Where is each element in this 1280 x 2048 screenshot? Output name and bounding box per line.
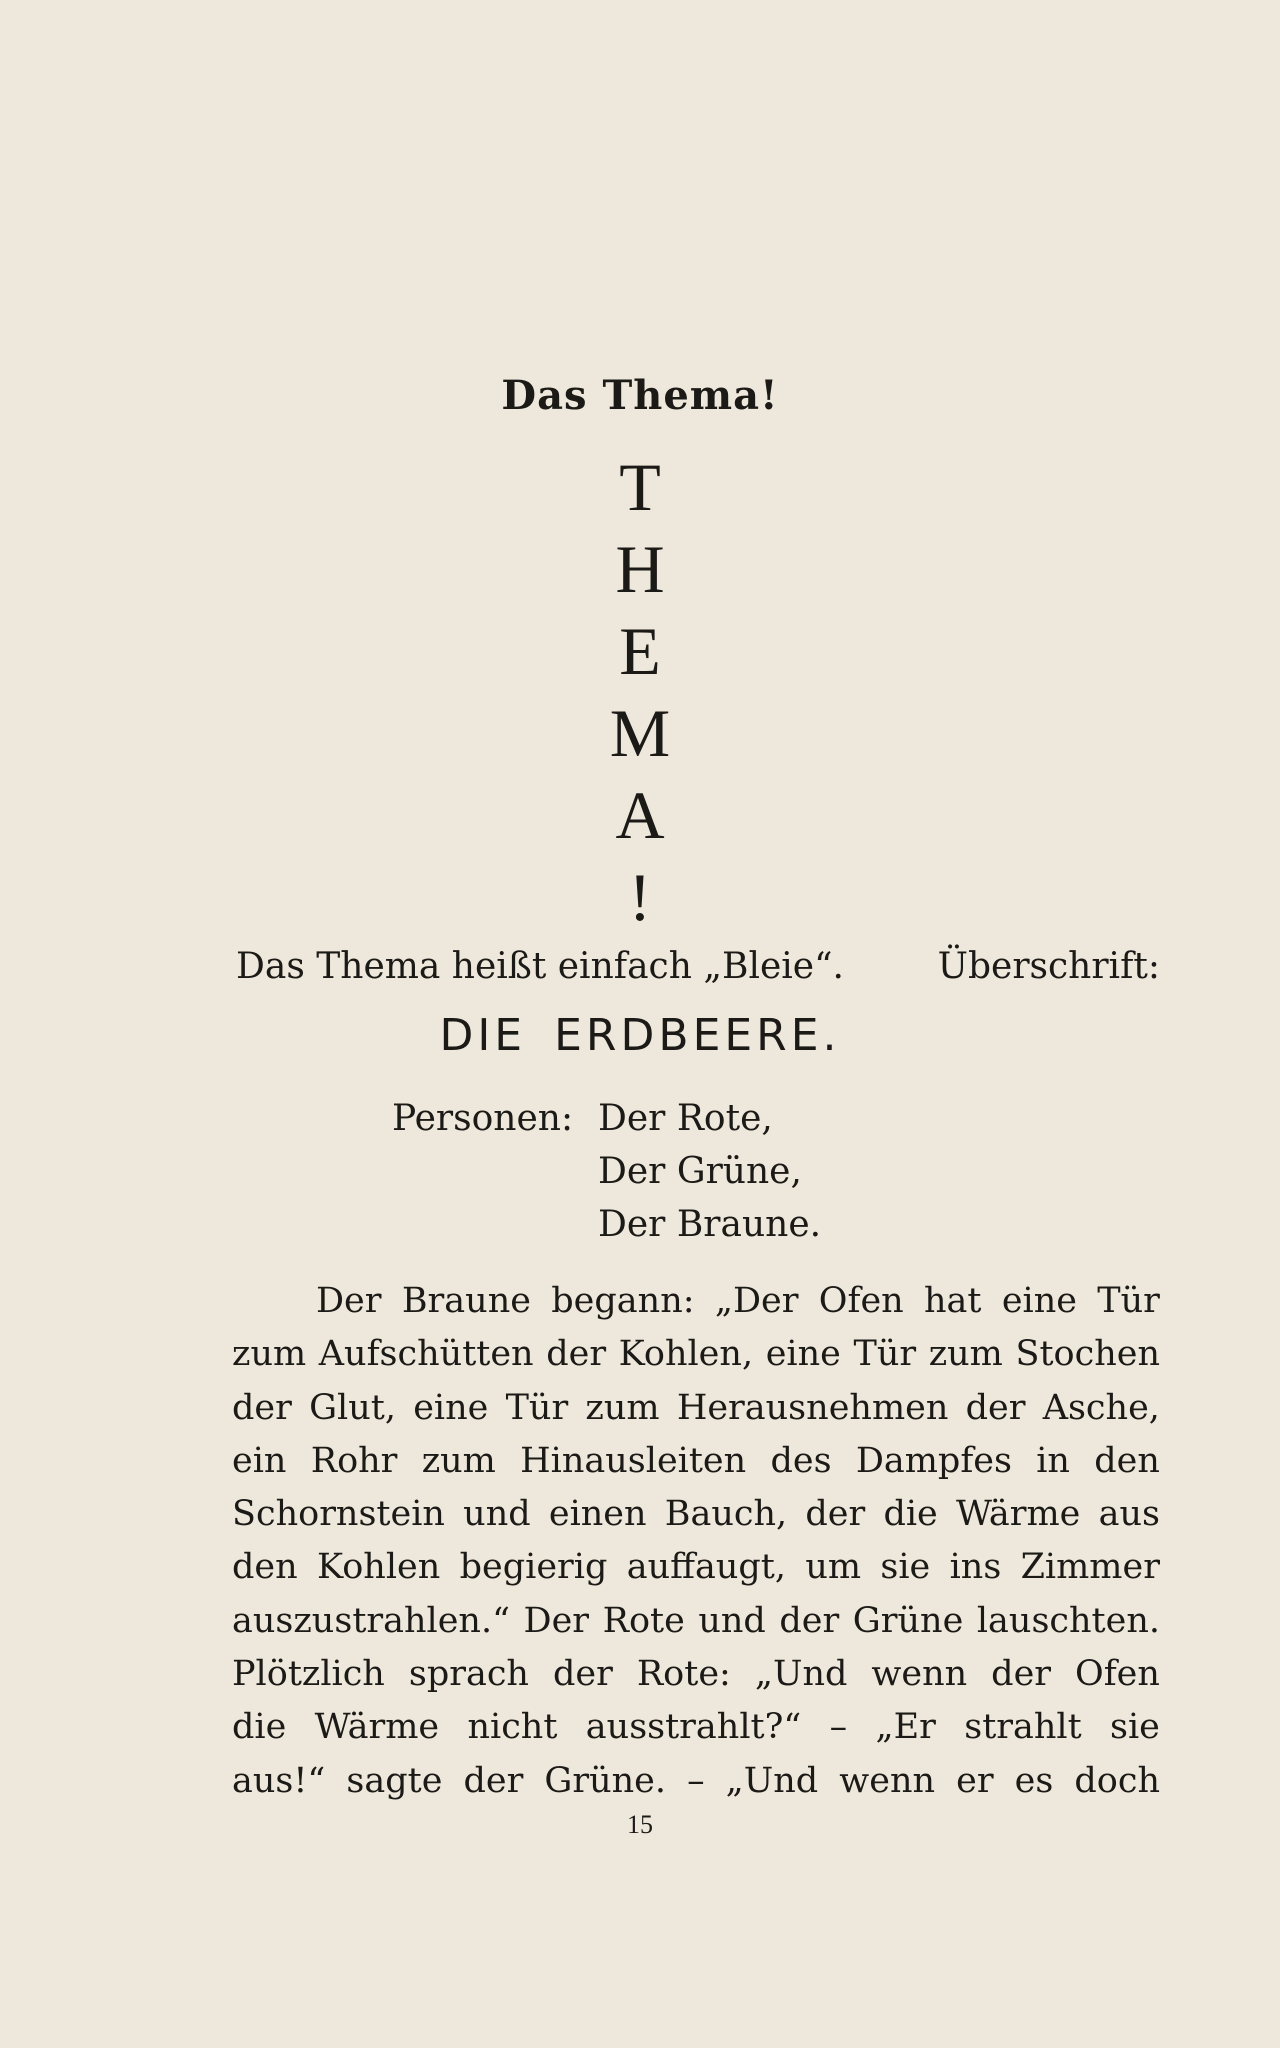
word: Stochen <box>1015 1334 1160 1375</box>
word: Tür <box>1097 1281 1160 1321</box>
word: Braune <box>401 1281 531 1321</box>
word: zum <box>232 1334 307 1375</box>
text-line <box>232 1701 1160 1754</box>
word: und <box>463 1494 531 1535</box>
word: eine <box>1001 1281 1077 1321</box>
word: aus <box>1098 1494 1160 1535</box>
word: Glut, <box>309 1387 396 1428</box>
word: es <box>1014 1760 1054 1801</box>
word: er <box>956 1760 994 1801</box>
text-line <box>232 1648 1160 1701</box>
word: ausstrahlt?“ <box>585 1707 802 1748</box>
persons-list <box>598 1092 821 1251</box>
body-paragraph <box>232 1275 1160 1808</box>
word: sagte <box>346 1760 443 1801</box>
word: sie <box>880 1547 931 1588</box>
word: Schornstein <box>232 1494 445 1535</box>
word: eine <box>765 1334 841 1375</box>
text-line <box>232 1755 1160 1808</box>
play-title <box>0 1010 1280 1061</box>
word: doch <box>1074 1760 1160 1801</box>
intro-text: Das Thema heißt einfach „Bleie“. <box>236 946 844 987</box>
word: Tür <box>505 1387 569 1428</box>
text-line <box>232 1382 1160 1435</box>
word: die <box>232 1707 287 1748</box>
word: Kohlen <box>317 1547 441 1588</box>
word: der <box>552 1654 613 1695</box>
text-line <box>232 1275 1160 1328</box>
word: eine <box>413 1387 489 1428</box>
word: sprach <box>408 1654 529 1695</box>
text-line <box>232 1488 1160 1541</box>
word: „Er <box>875 1707 936 1748</box>
word: Wärme <box>314 1707 440 1748</box>
vertical-letter: H <box>615 531 665 607</box>
word: zum <box>421 1440 496 1481</box>
word: „Und <box>725 1760 819 1801</box>
word: einen <box>548 1494 647 1535</box>
vertical-word-thema <box>580 446 700 938</box>
word: sie <box>1110 1707 1160 1748</box>
word: Grüne. <box>544 1760 667 1801</box>
word: nicht <box>467 1707 558 1748</box>
word: Bauch, <box>664 1494 788 1535</box>
word: Plötzlich <box>232 1654 385 1695</box>
word: zum <box>585 1387 660 1428</box>
word: strahlt <box>964 1707 1082 1748</box>
word: „Und <box>754 1654 848 1695</box>
word: ins <box>949 1547 1002 1588</box>
vertical-letter: M <box>609 695 671 771</box>
word: Zimmer <box>1020 1547 1160 1588</box>
word: Hinausleiten <box>520 1440 747 1481</box>
word: der <box>965 1387 1026 1428</box>
person-item: Der Rote, <box>598 1098 773 1139</box>
word: Ofen <box>1075 1654 1160 1695</box>
person-item: Der Braune. <box>598 1204 822 1245</box>
word: Wärme <box>955 1494 1081 1535</box>
word: den <box>1094 1440 1160 1481</box>
page-number: 15 <box>627 1810 653 1839</box>
word: Kohlen, <box>618 1334 754 1375</box>
word: die <box>883 1494 938 1535</box>
word: Asche, <box>1042 1387 1160 1428</box>
word: hat <box>924 1281 982 1321</box>
word: um <box>805 1547 862 1588</box>
word: der <box>232 1387 292 1428</box>
word: Der <box>523 1600 590 1641</box>
word: auffaugt, <box>626 1547 786 1588</box>
word: der <box>805 1494 866 1535</box>
word: der <box>546 1334 607 1375</box>
intro-caption-label: Überschrift: <box>937 946 1160 987</box>
word: auszustrahlen.“ <box>232 1600 510 1641</box>
word: der <box>991 1654 1052 1695</box>
word: – <box>687 1760 705 1801</box>
word: in <box>1036 1440 1070 1481</box>
person-item: Der Grüne, <box>598 1151 802 1192</box>
title-word: DIE <box>439 1010 527 1061</box>
word: lauschten. <box>976 1600 1160 1641</box>
word: Grüne <box>852 1600 964 1641</box>
word: Dampfes <box>855 1440 1012 1481</box>
vertical-letter: A <box>615 777 665 853</box>
text-line <box>232 1435 1160 1488</box>
word: und <box>698 1600 766 1641</box>
word: Ofen <box>818 1281 904 1321</box>
word: wenn <box>871 1654 968 1695</box>
word: wenn <box>839 1760 936 1801</box>
word: den <box>232 1547 298 1588</box>
word: Rohr <box>310 1440 398 1481</box>
word: aus!“ <box>232 1760 326 1801</box>
word: Aufschütten <box>318 1334 534 1375</box>
word: zum <box>928 1334 1003 1375</box>
word: ein <box>232 1440 287 1481</box>
text-line <box>232 1595 1160 1648</box>
text-line <box>232 1328 1160 1381</box>
vertical-letter: E <box>619 613 661 689</box>
page-heading: Das Thema! <box>501 372 779 419</box>
word: begann: <box>551 1281 695 1321</box>
word: „Der <box>714 1281 799 1321</box>
word: Der <box>316 1281 382 1321</box>
word: begierig <box>459 1547 608 1588</box>
intro-line <box>236 940 1160 993</box>
word: Herausnehmen <box>676 1387 949 1428</box>
word: Rote <box>602 1600 685 1641</box>
word: des <box>770 1440 832 1481</box>
text-line <box>232 1541 1160 1594</box>
title-word: ERDBEERE. <box>554 1010 841 1061</box>
vertical-letter: T <box>619 449 661 525</box>
vertical-letter: ! <box>628 859 652 935</box>
persons-label: Personen: <box>392 1098 574 1139</box>
word: – <box>829 1707 848 1748</box>
word: Tür <box>853 1334 917 1375</box>
word: Rote: <box>636 1654 731 1695</box>
word: der <box>779 1600 840 1641</box>
word: der <box>463 1760 524 1801</box>
